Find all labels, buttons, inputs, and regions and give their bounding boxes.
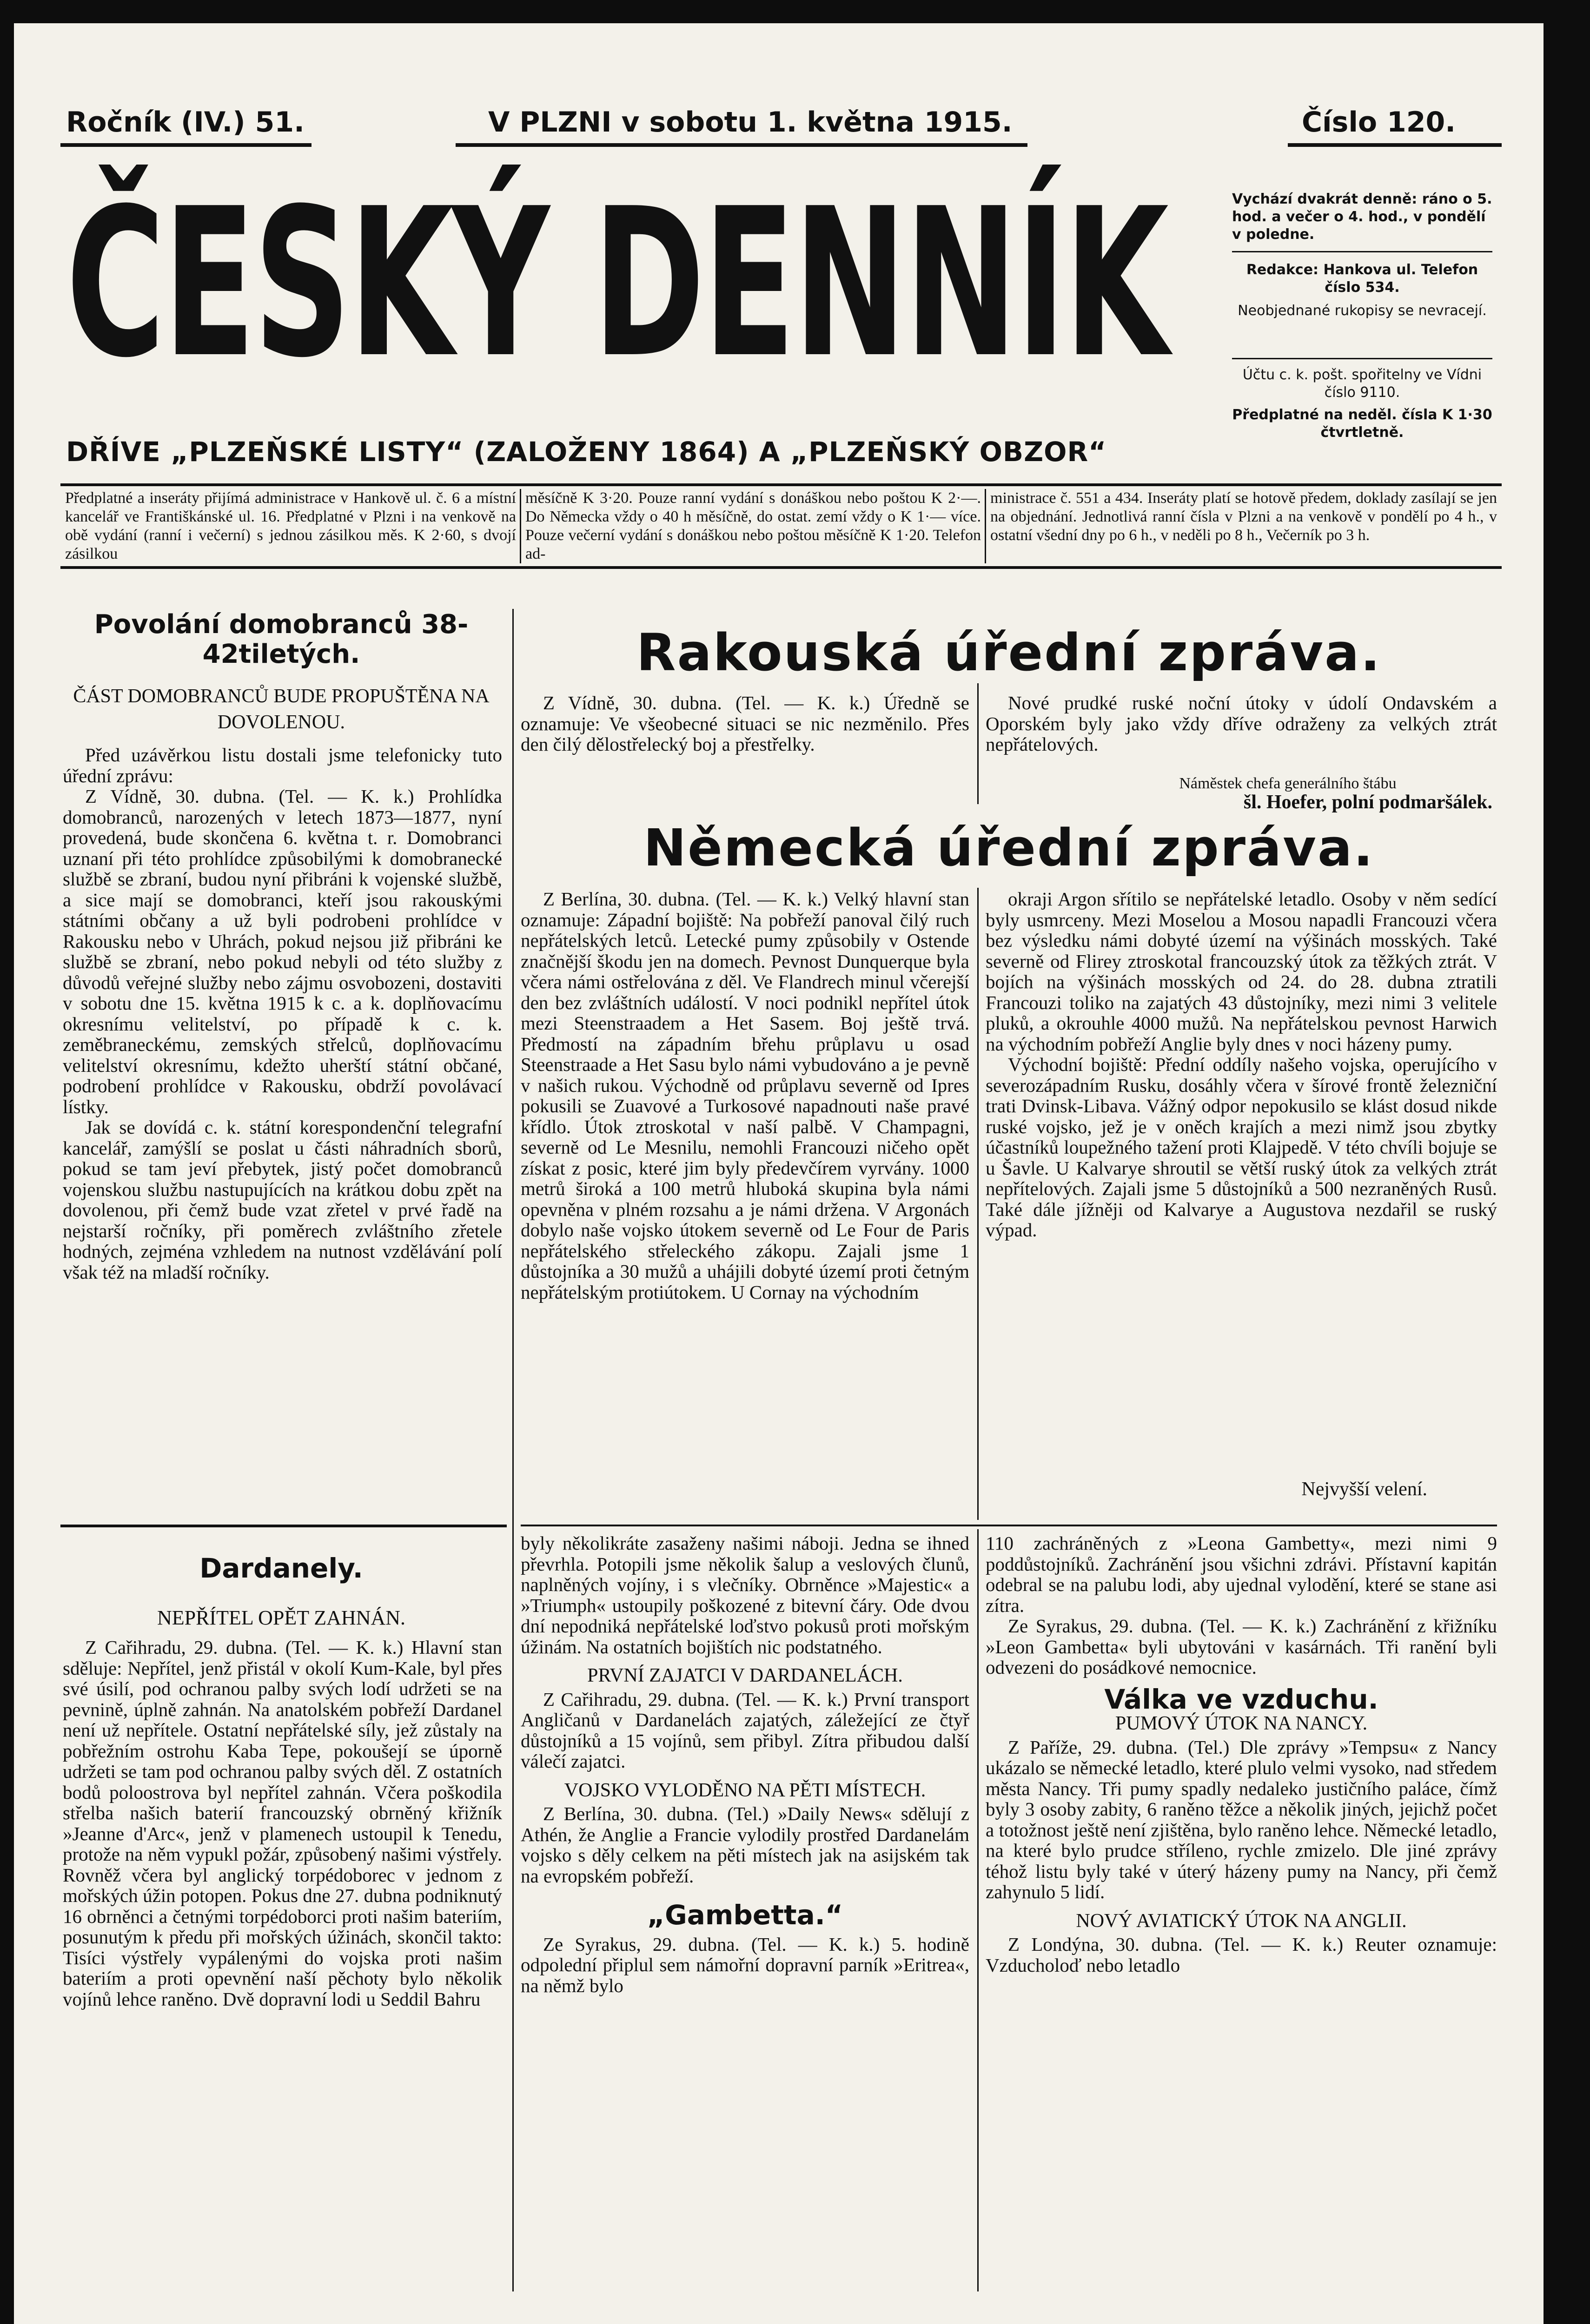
subscription-text-1: Předplatné a inseráty přijímá administrace v Hankově ul. č. 6 a místní kancelář ve Františkánské ul. 16. Předplatné v Plzni i na venkově na obě vydání (ranní i večerní) s jednou zásilkou měs. K 2·60, s dvojí zásilkou: [65, 489, 516, 562]
column-divider-rak: [977, 683, 979, 804]
dardanely-body: [63, 1637, 502, 2292]
rakouska-sign1: Náměstek chefa generálního štábu: [1179, 775, 1397, 792]
issue-date: V PLZNI v sobotu 1. května 1915.: [488, 106, 1013, 139]
nemecka-left: [521, 889, 969, 1521]
domobranci-subtitle: ČÁST DOMOBRANCŮ BUDE PROPUŠTĚNA NA DOVOLENOU.: [73, 686, 490, 733]
masthead-title: ČESKÝ DENNÍK: [66, 165, 1167, 403]
column-divider-nem: [977, 888, 979, 1520]
issue-number: Číslo 120.: [1302, 106, 1456, 139]
top-rule-right: [1288, 143, 1502, 147]
nemecka-right: [986, 889, 1497, 1502]
vzduch-title: Válka ve vzduchu.: [1104, 1683, 1378, 1715]
rakouska-title: Rakouská úřední zpráva.: [636, 623, 1382, 682]
nemecka-left-text: Z Berlína, 30. dubna. (Tel. — K. k.) Velký hlavní stan oznamuje: Západní bojiště: Na pobřeží panoval čilý ruch nepřátelských letců. Letecké pumy způsobily v Ostende značnější škodu jen na domech. Pevnost Dunquerque byla včera námi ostřelována z děl. Ve Flandrech minul včerejší den bez zvláštních událostí. V noci podnikl nepřítel útok mezi Steenstraadem a Het Sasem. Boj ještě trvá. Předmostí na západním břehu průplavu u osad Steenstraade a Het Sasu bylo námi vybudováno a je pevně v našich rukou. Východně od průplavu severně od Ipres pokusili se Zuavové a Turkosové napadnouti naše pravé křídlo. Útok ztroskotal v naší palbě. V Champagni, severně od Le Mesnilu, nemohli Francouzi ničeho opět získat z posic, které jim byly předevčírem vyrvány. 1000 metrů široká a 100 metrů hluboká skupina byla námi opevněna v plném rozsahu a je námi držena. V Argonách dobylo naše vojsko útokem severně od Le Four de Paris nepřátelského střeleckého zákopu. Zajali jsme 1 důstojníka a 30 mužů a uhájili dobyté území proti četným nepřátelským protiútokem. U Cornay na východním: [521, 889, 969, 1303]
nemecka-right-text-2: Východní bojiště: Přední oddíly našeho vojska, operujícího v severozápadním Rusku, dosáhly včera v šírové frontě železniční trati Dvinsk-Libava. Vážný odpor nepokusilo se klást dosud nikde ruské vojsko, jež je v oněch krajích a mezi nimž jsou zbytky účastníků loupežného tažení proti Klajpedě. V této chvíli bojuje se u Šavle. U Kalvarye shroutil se větší ruský útok za velkých ztrát nepřítelových. Zajali jsme 5 důstojníků a 500 nezraněných Rusů. Také dále jížněji od Kalvarye a Augustova nezdařil se ruský výpad.: [986, 1054, 1497, 1241]
nemecka-title: Německá úřední zpráva.: [643, 818, 1374, 878]
gambetta-p1: Ze Syrakus, 29. dubna. (Tel. — K. k.) 5. hodině odpolední připlul sem námořní dopravní parník »Eritrea«, na němž bylo: [521, 1933, 969, 1996]
domobranci-title: Povolání domobranců 38-42tiletých.: [94, 609, 469, 669]
gambetta-p3: Ze Syrakus, 29. dubna. (Tel. — K. k.) Zachránění z křižníku »Leon Gambetta« byli ubytováni v kasárnách. Tři ranění byli odvezeni do posádkové nemocnice.: [986, 1615, 1497, 1678]
dardanely-col2-text: byly několikráte zasaženy našimi náboji. Jedna se ihned převrhla. Potopili jsme několik šalup a veslových člunů, naplněných vojíny, i s vlečníky. Obrněnce »Majestic« a »Triumph« ustoupily poškozené z bitevní čáry. Ode dvou dní nepodniká nepřátelské loďstvo pokusů proti mořským úžinám. Na ostatních bojištích nic podstatného.: [521, 1533, 969, 1657]
domobranci-p1: Před uzávěrkou listu dostali jsme telefonicky tuto úřední zprávu:: [63, 745, 502, 786]
info-predplatne: Předplatné na neděl. čísla K 1·30 čtvrtletně.: [1232, 407, 1492, 441]
rakouska-left-text: Z Vídně, 30. dubna. (Tel. — K. k.) Úředně se oznamuje: Ve všeobecné situaci se nic nezměnilo. Přes den čilý dělostřelecký boj a přestřelky.: [521, 693, 969, 755]
rakouska-left: [521, 693, 969, 809]
vzduch-p1: Z Paříže, 29. dubna. (Tel.) Dle zprávy »Tempsu« z Nancy ukázalo se německé letadlo, které plulo velmi vysoko, nad středem města Nancy. Tři pumy spadly nedaleko justičního paláce, čímž byly 3 osoby zabity, 6 raněno těžce a několik jiných, jejichž počet a totožnost ještě není zjištěna, bylo raněno lehce. Německé letadlo, na které bylo prudce stříleno, rychle zmizelo. Dle jiné zprávy téhož listu byly také v úterý házeny pumy na Nancy, při čemž zahynulo 5 lidí.: [986, 1736, 1497, 1902]
info-rule-2: [1232, 358, 1492, 359]
band-divider-1: [520, 489, 521, 563]
volume-number: Ročník (IV.) 51.: [66, 106, 305, 139]
rakouska-right: [986, 693, 1497, 767]
info-issue-times: Vychází dvakrát denně: ráno o 5. hod. a večer o 4. hod., v pondělí v poledne.: [1232, 191, 1492, 243]
zajatci-subtitle: PRVNÍ ZAJATCI V DARDANELÁCH.: [587, 1665, 903, 1686]
vylodeno-text: Z Berlína, 30. dubna. (Tel.) »Daily News« sdělují z Athén, že Anglie a Francie vylodily prostřed Dardanelám vojsko s děly celkem na pěti místech jak na asijském tak na evropském pobřeží.: [521, 1803, 969, 1887]
vzduch-subtitle-2: NOVÝ AVIATICKÝ ÚTOK NA ANGLII.: [1076, 1910, 1407, 1932]
col3-lower: [986, 1533, 1497, 2291]
domobranci-body: [63, 745, 502, 1516]
dardanely-p1: Z Cařihradu, 29. dubna. (Tel. — K. k.) Hlavní stan sděluje: Nepřítel, jenž přistál v okolí Kum-Kale, byl přes své úsilí, pod ochranou palby svých lodí udržeti se na pevnině, úplně zahnán. Na anatolském pobřeží Dardanel není už nepřítele. Ostatní nepřátelské síly, jež zůstaly na pobřežním ostrohu Kaba Tepe, pokoušejí se úporně udržeti se tam pod ochranou palby svých děl. Z ostatních bodů poloostrova byl nepřítel zahnán. Včera poškodila střelba našich baterií francouzský obrněný křižník »Jeanne d'Arc«, jenž v plamenech ustoupil k Tenedu, protože na něm vypukl požár, způsobený našimi výstřely. Rovněž včera byl anglický torpédoborec v jednom z mořských úžin potopen. Pokus dne 27. dubna podniknutý 16 obrněnci a četnými torpédoborci proti našim bateriím, posunutým k předu při mořských úžinách, skončil takto: Tisíci výstřely vypálenými do vojska proti našim bateriím a proti opevnění naší pěchoty bylo několik vojínů lehce raněno. Dvě dopravní lodi u Seddil Bahru: [63, 1637, 502, 2010]
domobranci-p2: Z Vídně, 30. dubna. (Tel. — K. k.) Prohlídka domobranců, narozených v letech 1873—1877, nyní provedená, bude skončena 6. května t. r. Domobranci uznaní při této prohlídce způsobilými k domobranecké službě se zbraní, budou nyní přibráni k vojenské službě, a sice mají se domobranci, kteří jsou rakouskými státními občany a už byli podrobeni prohlídce v Rakousku nebo v Uhrách, pokud nejsou již přibráni ke službě se zbraní, nebo pokud nebyli od této služby z důvodů veřejné služby nebo zájmu osvobozeni, dostaviti v sobotu dne 15. května 1915 k c. a k. doplňovacímu okresnímu velitelství, po případě k c. k. zeměbraneckému, zemských střelců, doplňovacímu velitelství okresnímu, kdežto uherští státní občané, podrobení prohlídce v Rakousku, obdrží povolávací lístky.: [63, 786, 502, 1117]
rakouska-sign2: šl. Hoefer, polní podmaršálek.: [1243, 792, 1492, 813]
newspaper-page: [14, 23, 1544, 2324]
vzduch-p2: Z Londýna, 30. dubna. (Tel. — K. k.) Reuter oznamuje: Vzducholoď nebo letadlo: [986, 1934, 1497, 1976]
band-divider-2: [985, 489, 986, 563]
column-divider-2: [977, 1529, 979, 2291]
info-rukopisy: Neobjednané rukopisy se nevracejí.: [1238, 303, 1487, 319]
subscription-text-3: ministrace č. 551 a 434. Inseráty platí se hotově předem, doklady zasílají se jen na objednání. Jednotlivá ranní čísla v Plzni a na venkově v pondělí po 4 h., v ostatní všední dny po 6 h., v neděli po 8 h., Večerník po 3 h.: [990, 489, 1497, 544]
rakouska-right-text: Nové prudké ruské noční útoky v údolí Ondavském a Oporském byly jako vždy dříve odraženy za velkých ztrát nepřátelových.: [986, 693, 1497, 755]
nemecka-sign: Nejvyšší velení.: [1301, 1479, 1427, 1500]
column-divider-1: [512, 609, 514, 2291]
subscription-text-2: měsíčně K 3·20. Pouze ranní vydání s donáškou nebo poštou K 2·—. Do Německa vždy o 40 h měsíčně, do ostat. zemí vždy o K 1·— více. Pouze večerní vydání s donáškou nebo poštou měsíčně K 1·20. Telefon ad-: [525, 489, 981, 562]
vylodeno-subtitle: VOJSKO VYLODĚNO NA PĚTI MÍSTECH.: [564, 1779, 926, 1801]
band-rule-top: [60, 483, 1502, 486]
masthead-subtitle: DŘÍVE „PLZEŇSKÉ LISTY“ (ZALOŽENY 1864) A „PLZEŇSKÝ OBZOR“: [66, 436, 1107, 468]
info-ucet: Účtu c. k. pošt. spořitelny ve Vídni číslo 9110.: [1242, 367, 1482, 401]
gambetta-title: „Gambetta.“: [647, 1899, 843, 1931]
nemecka-right-text-1: okraji Argon sřítilo se nepřátelské letadlo. Osoby v něm sedící byly usmrceny. Mezi Moselou a Mosou napadli Francouzi včera bez výsledku námi dobyté území na výšinách mosských. Také severně od Flirey ztroskotal francouzský útok za těžkých ztrát. V bojích na výšinách mosských od 24. do 28. dubna ztratili Francouzi toliko na zajatých 43 důstojníky, mezi nimi 3 velitele pluků, a okrouhle 4000 mužů. Na nepřátelskou pevnost Harwich na východním pobřeží Anglie byly dnes v noci házeny pumy.: [986, 889, 1497, 1055]
info-redakce: Redakce: Hankova ul. Telefon číslo 534.: [1246, 262, 1478, 296]
band-rule-bottom: [60, 566, 1502, 569]
domobranci-p3: Jak se dovídá c. k. státní korespondenční telegrafní kancelář, zamýšlí se poslat u části náhradních sborů, pokud se tam jeví přebytek, jistý počet domobranců vojenskou službu nastupujících na krátkou dobu zpět na dovolenou, při čemž bude vzat zřetel v prvé řadě na nejstarší ročníky, při poměrech zvláštního zřetele hodných, zejména vzhledem na nutnost vzdělávání polí však též na mladší ročníky.: [63, 1116, 502, 1283]
zajatci-text: Z Cařihradu, 29. dubna. (Tel. — K. k.) První transport Angličanů v Dardanelách zajatých, záležející ze čtyř důstojníků a 15 vojínů, sem přibyl. Zítra přibudou další válečí zajatci.: [521, 1688, 969, 1772]
col1-separator: [60, 1525, 507, 1527]
nemecka-separator: [521, 1525, 1497, 1526]
dardanely-col2: [521, 1533, 969, 2291]
dardanely-title: Dardanely.: [199, 1552, 363, 1584]
top-rule-center: [456, 143, 1027, 147]
vzduch-subtitle: PUMOVÝ ÚTOK NA NANCY.: [1115, 1713, 1368, 1734]
dardanely-subtitle: NEPŘÍTEL OPĚT ZAHNÁN.: [157, 1606, 406, 1629]
top-rule-left: [60, 143, 311, 147]
info-rule: [1232, 251, 1492, 252]
gambetta-p2: 110 zachráněných z »Leona Gambetty«, mezi nimi 9 poddůstojníků. Zachránění jsou všichni zdrávi. Přístavní kapitán odebral se na palubu lodi, aby ujednal vylodění, které se stane asi zítra.: [986, 1533, 1497, 1616]
